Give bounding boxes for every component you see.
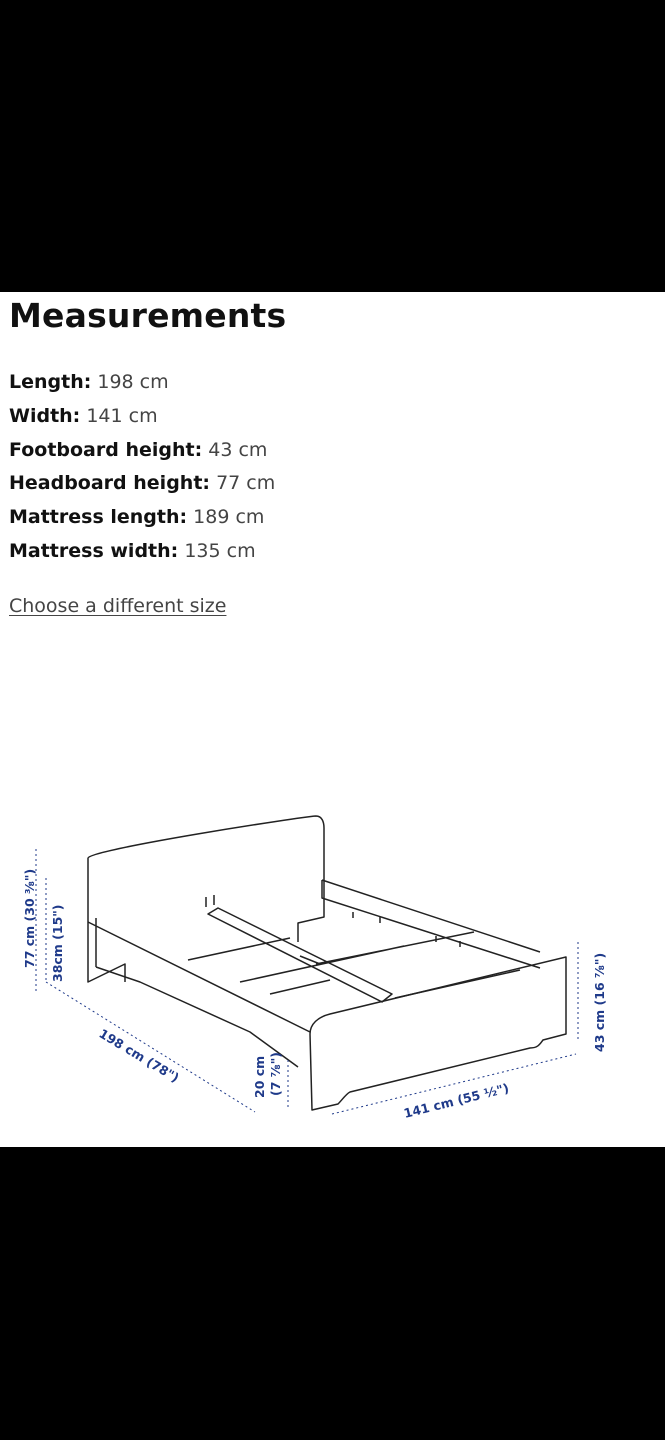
dim-clearance-inches: (7 ⅞") [268, 1052, 283, 1096]
dim-width: 141 cm (55 ½") [402, 1080, 511, 1121]
choose-different-size-link[interactable]: Choose a different size [9, 595, 227, 617]
list-item-headboard-height [9, 469, 275, 503]
measurement-value: 77 cm [216, 472, 276, 495]
footboard-shape [310, 957, 566, 1110]
measurement-value: 141 cm [86, 404, 158, 427]
bottom-black-bar [0, 1147, 665, 1440]
measurements-panel [0, 292, 665, 1147]
dim-headboard-height: 77 cm (30 ⅜") [22, 868, 37, 968]
measurement-value: 198 cm [97, 371, 169, 393]
page-title: Measurements [9, 296, 287, 335]
measurement-label: Length: [9, 371, 92, 393]
list-item-mattress-width [9, 537, 275, 571]
top-black-bar [0, 0, 665, 292]
far-rail-shape [322, 880, 540, 968]
bed-dimension-diagram [0, 797, 665, 1142]
dimension-lines [36, 849, 578, 1114]
measurement-label: Mattress width: [9, 539, 179, 562]
measurement-label: Mattress length: [9, 506, 188, 529]
list-item-length [9, 368, 275, 402]
measurement-label: Width: [9, 404, 81, 427]
measurement-label: Footboard height: [9, 438, 203, 461]
list-item-mattress-length [9, 503, 275, 537]
measurements-list [9, 368, 275, 571]
measurement-value: 43 cm [208, 438, 268, 461]
list-item-footboard-height [9, 436, 275, 470]
dim-length: 198 cm (78") [96, 1025, 182, 1086]
measurement-label: Headboard height: [9, 472, 211, 495]
measurement-value: 135 cm [184, 539, 256, 562]
dim-side-rail-height: 38cm (15") [50, 904, 65, 982]
dim-clearance: 20 cm [252, 1055, 267, 1098]
list-item-width [9, 402, 275, 436]
measurement-value: 189 cm [193, 506, 265, 529]
dim-footboard-height: 43 cm (16 ⅞") [592, 952, 607, 1052]
